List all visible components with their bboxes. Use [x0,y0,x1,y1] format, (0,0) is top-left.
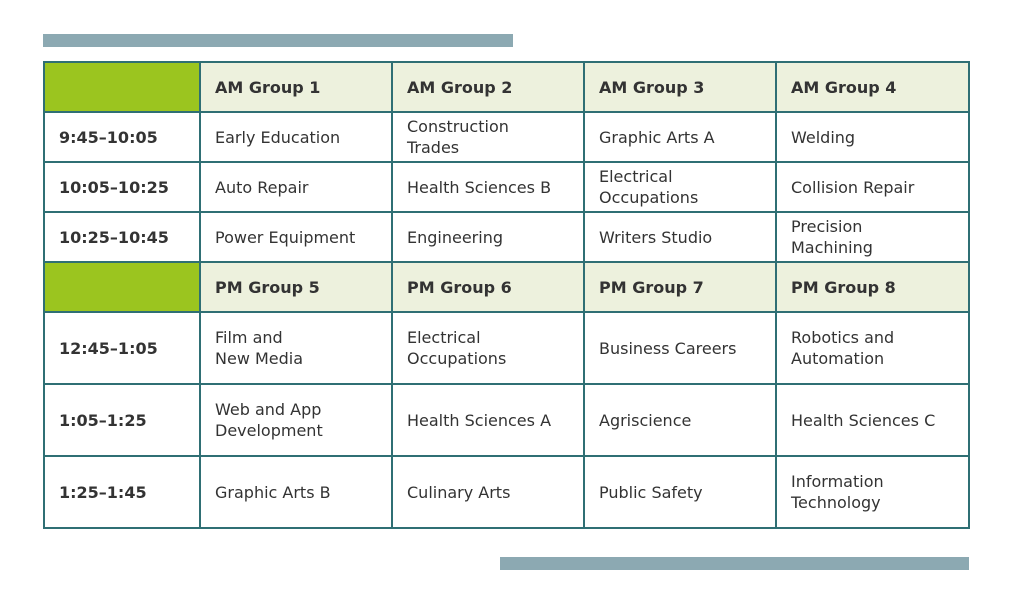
group-header: PM Group 5 [200,262,392,312]
program-cell: Electrical Occupations [392,312,584,384]
program-cell: Business Careers [584,312,776,384]
program-cell: Film and New Media [200,312,392,384]
group-header: PM Group 7 [584,262,776,312]
table-row [44,456,969,528]
time-slot: 1:25–1:45 [44,456,200,528]
decorative-bar-top [43,34,513,47]
program-cell: Health Sciences B [392,162,584,212]
table-row [44,312,969,384]
program-cell: Graphic Arts B [200,456,392,528]
group-header: AM Group 1 [200,62,392,112]
group-header: PM Group 8 [776,262,969,312]
am-header-row [44,62,969,112]
program-cell: Health Sciences C [776,384,969,456]
group-header: AM Group 4 [776,62,969,112]
program-cell: Engineering [392,212,584,262]
time-slot: 10:25–10:45 [44,212,200,262]
program-cell: Precision Machining [776,212,969,262]
table-row [44,162,969,212]
program-cell: Web and App Development [200,384,392,456]
program-cell: Construction Trades [392,112,584,162]
time-slot: 12:45–1:05 [44,312,200,384]
program-cell: Agriscience [584,384,776,456]
group-header: PM Group 6 [392,262,584,312]
group-header: AM Group 3 [584,62,776,112]
program-cell: Welding [776,112,969,162]
pm-header-row [44,262,969,312]
program-cell: Writers Studio [584,212,776,262]
time-slot: 1:05–1:25 [44,384,200,456]
program-cell: Collision Repair [776,162,969,212]
program-cell: Culinary Arts [392,456,584,528]
program-cell: Power Equipment [200,212,392,262]
time-slot: 9:45–10:05 [44,112,200,162]
program-cell: Robotics and Automation [776,312,969,384]
program-cell: Early Education [200,112,392,162]
program-cell: Health Sciences A [392,384,584,456]
table-row [44,212,969,262]
time-slot: 10:05–10:25 [44,162,200,212]
program-cell: Public Safety [584,456,776,528]
table-row [44,384,969,456]
group-header: AM Group 2 [392,62,584,112]
program-cell: Graphic Arts A [584,112,776,162]
header-corner [44,262,200,312]
schedule-table [43,61,970,529]
decorative-bar-bottom [500,557,969,570]
table-row [44,112,969,162]
program-cell: Information Technology [776,456,969,528]
program-cell: Auto Repair [200,162,392,212]
program-cell: Electrical Occupations [584,162,776,212]
header-corner [44,62,200,112]
